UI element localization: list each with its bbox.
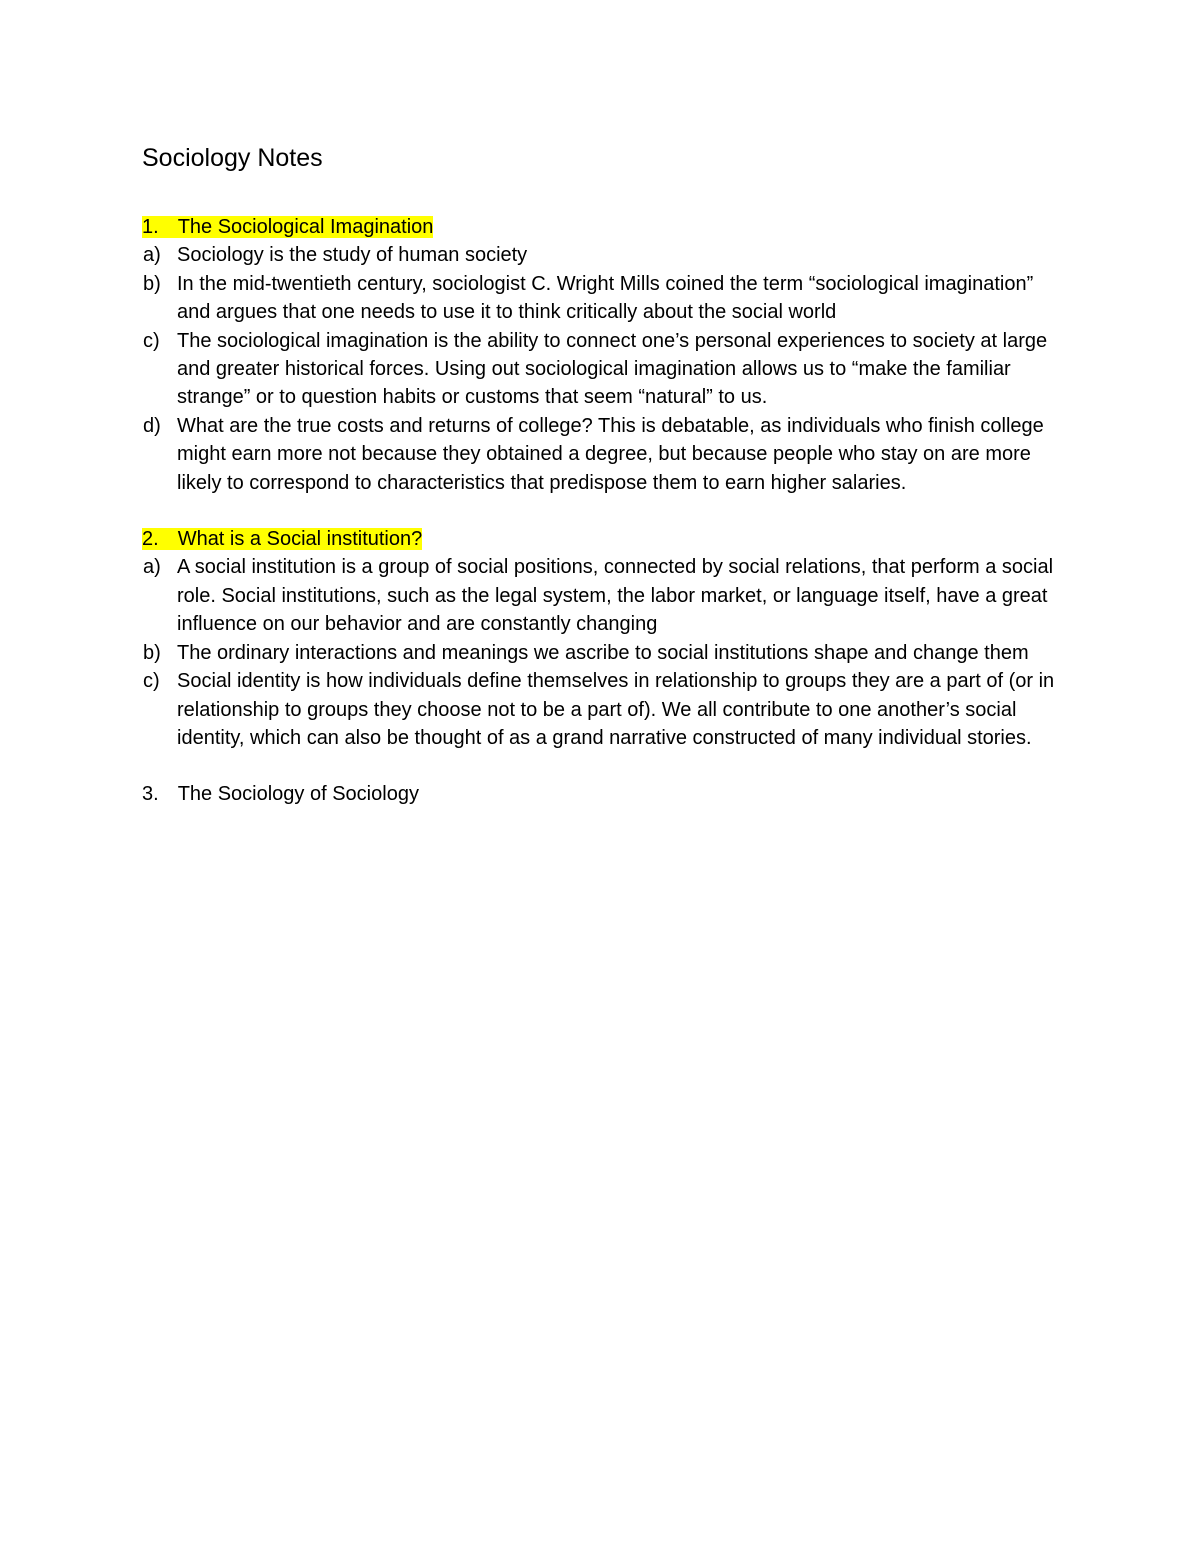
list-item [142,639,1062,667]
list-item-text: A social institution is a group of social positions, connected by social relations, that perform a social role. Social institutions, such as the legal system, the labor market, or language itself, have a great influence on our behavior and are constantly changing [177,556,1054,636]
section-heading-label: The Sociology of Sociology [177,783,419,806]
list-item-text: In the mid-twentieth century, sociologist C. Wright Mills coined the term “sociological imagination” and argues that one needs to use it to think critically about the social world [177,272,1034,324]
list-item-text: The ordinary interactions and meanings we ascribe to social institutions shape and change them [177,641,1029,664]
list-item-text: The sociological imagination is the ability to connect one’s personal experiences to society at large and greater historical forces. Using out sociological imagination allows us to “make the familiar strange” or to question habits or customs that seem “natural” to us. [177,329,1048,409]
section-sociological-imagination [142,213,1062,497]
section-number: 2. [142,528,159,551]
list-item [142,553,1062,638]
section-heading [142,213,1062,241]
section-heading-label: The Sociological Imagination [177,216,434,238]
list-item-text: Sociology is the study of human society [177,244,528,267]
list-item-text: Social identity is how individuals define themselves in relationship to groups they are a part of (or in relationship to groups they choose not to be a part of). We all contribute to one another’s social identity, which can also be thought of as a grand narrative constructed of many individual stories. [177,670,1055,749]
list-marker: b) [143,272,161,295]
section-heading-text [142,528,422,550]
section-heading [142,525,1062,553]
section-heading-text [142,216,433,238]
section-number: 1. [142,216,159,238]
list-marker: a) [143,556,161,579]
list-item [142,412,1062,497]
list-marker: b) [143,641,161,664]
list-item [142,270,1062,327]
section-number: 3. [142,783,159,806]
list-marker: c) [143,670,160,693]
list-item [142,667,1062,752]
section-sociology-of-sociology [142,780,1062,808]
section-heading [142,780,1062,808]
section-social-institution [142,525,1062,752]
section-heading-text [142,780,1062,808]
section-heading-highlight [142,525,1062,553]
section-heading-label: What is a Social institution? [177,528,423,551]
list-item [142,327,1062,412]
list-marker: c) [143,329,160,352]
list-marker: d) [143,414,161,437]
document-title: Sociology Notes [142,144,323,172]
section-heading-highlight [142,213,1062,241]
list-item-text: What are the true costs and returns of college? This is debatable, as individuals who finish college might earn more not because they obtained a degree, but because people who stay on are more likely to correspond to characteristics that predispose them to earn higher salaries. [177,414,1044,494]
list-item [142,241,1062,269]
document-page [142,142,1062,809]
list-marker: a) [143,244,161,267]
